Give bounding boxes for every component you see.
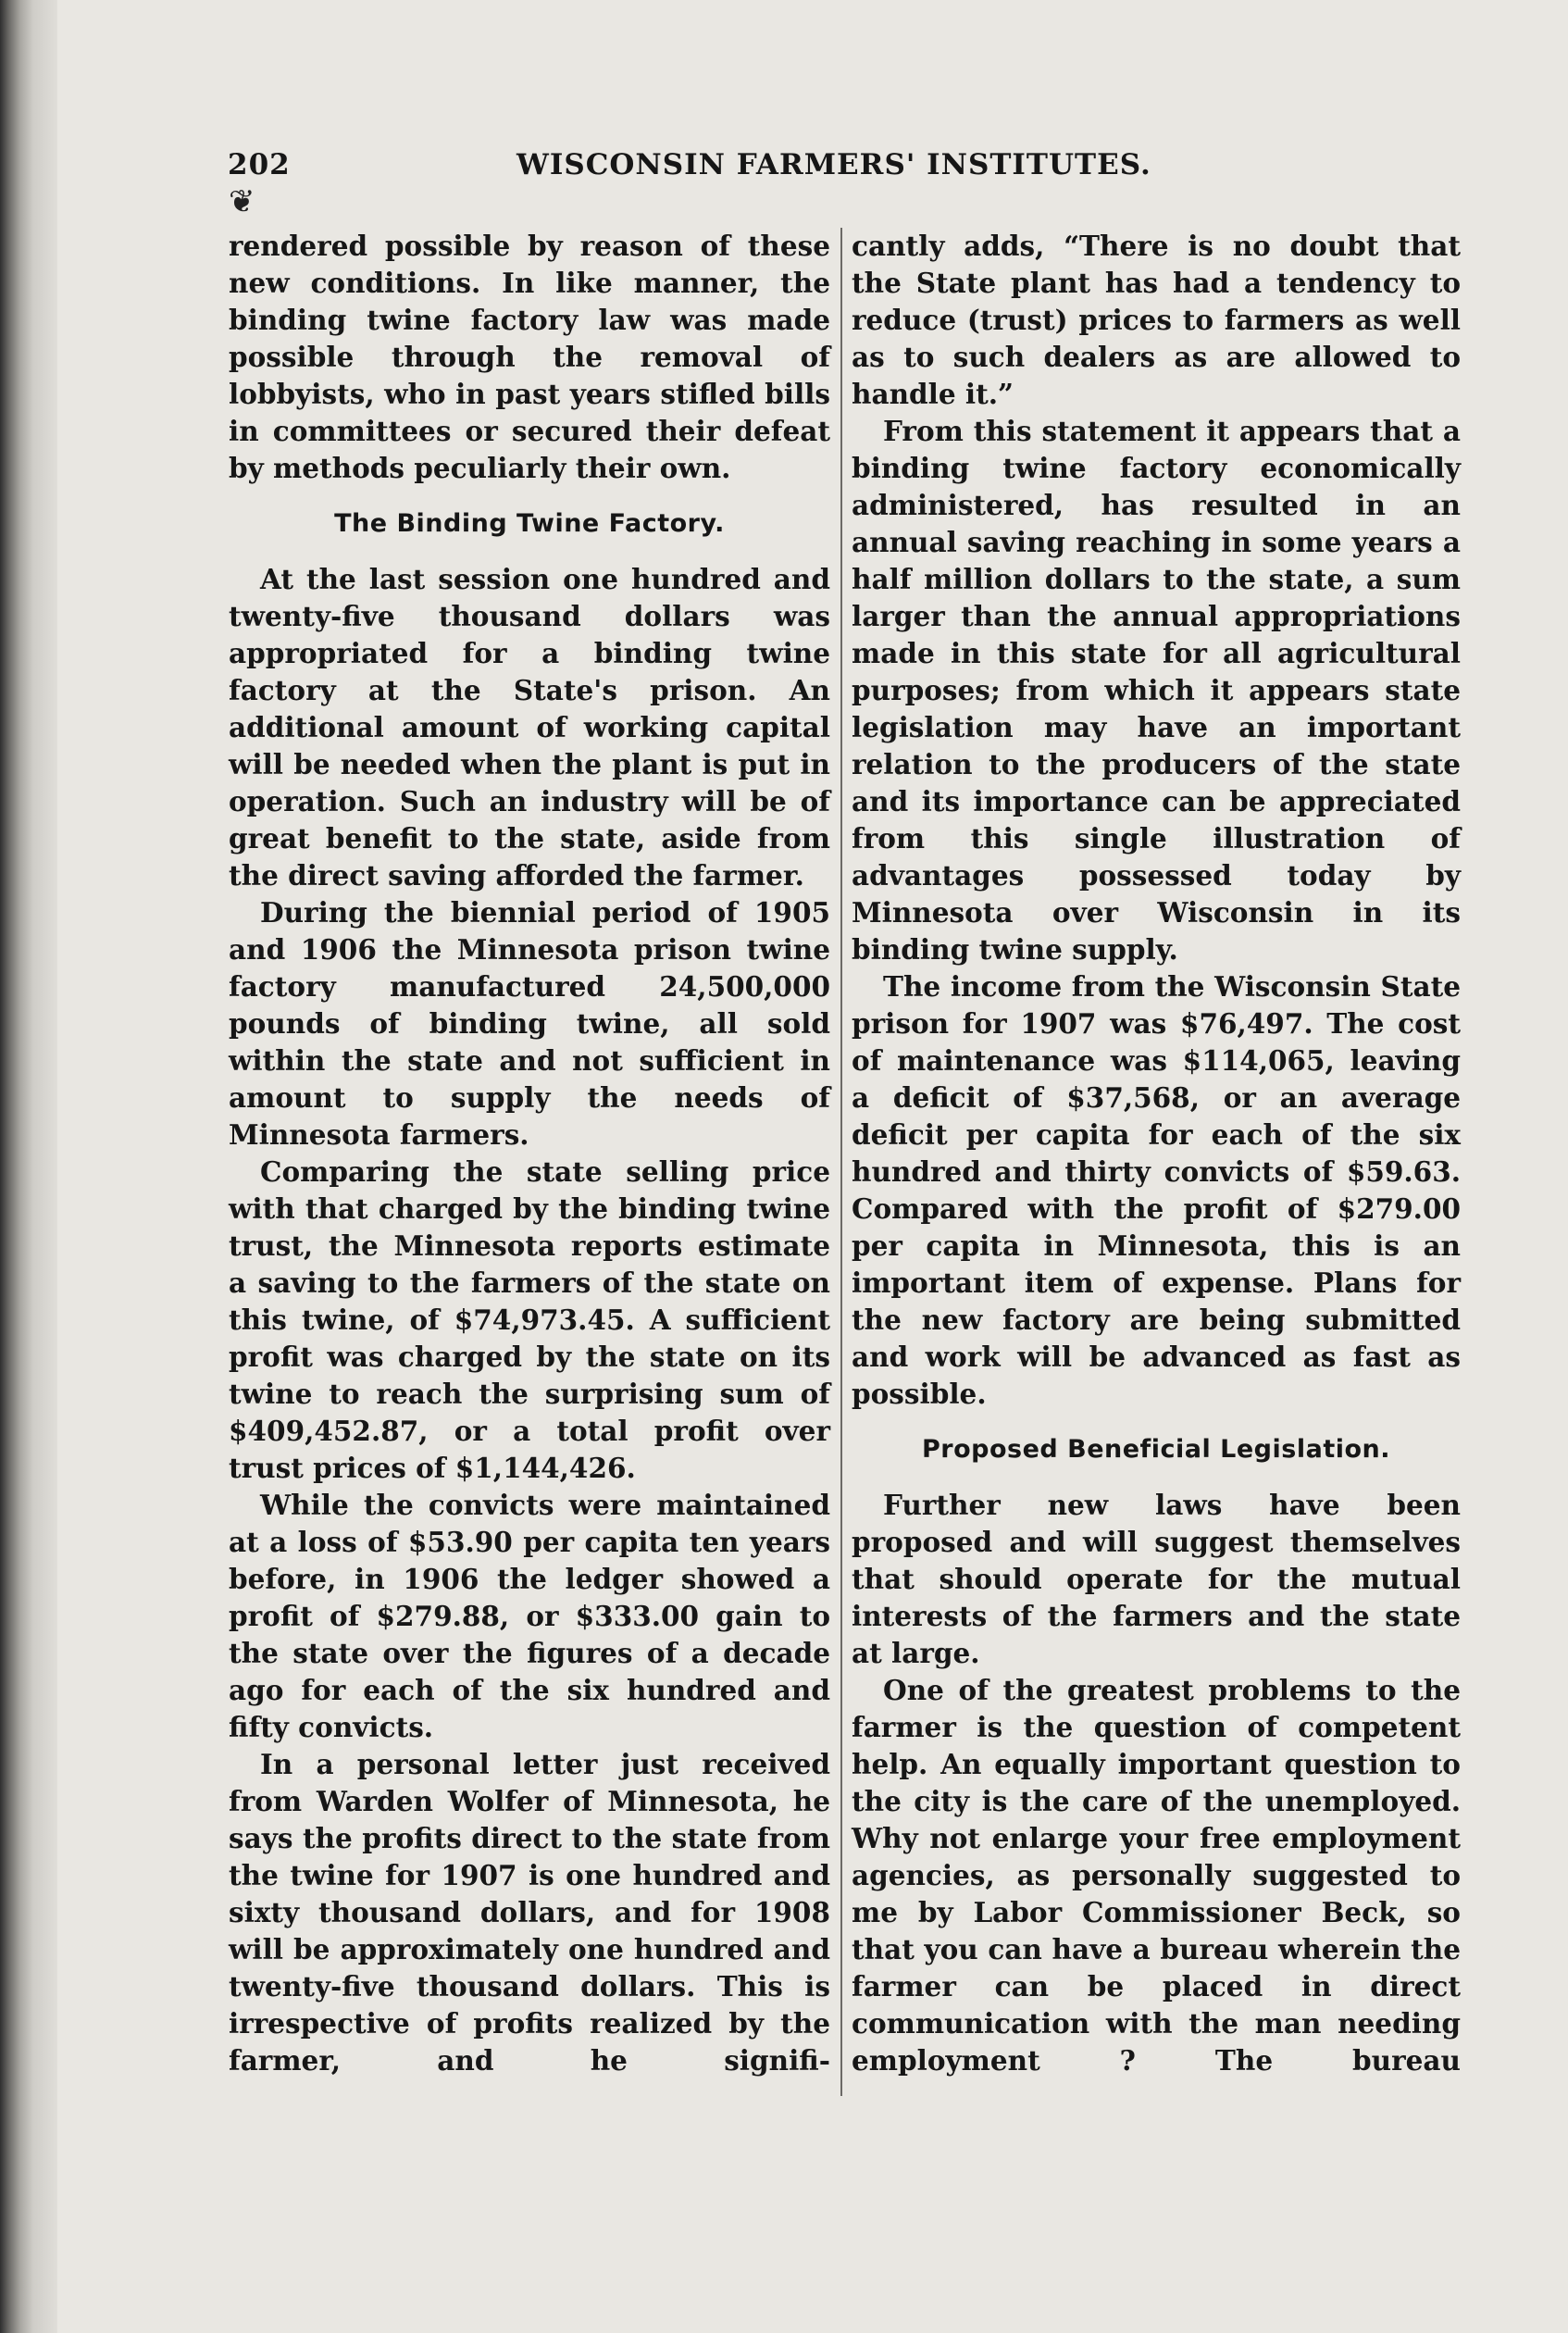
page-number: 202 [228,148,291,181]
paragraph: While the convicts were maintained at a loss of $53.90 per capita ten years before, in 1906 the ledger showed a profit of $279.88, or $333.00 gain to the state over the figures of a decade ago for each of the six hundred and fifty convicts. [229,1489,830,1743]
page-header [228,148,1163,189]
paragraph: In a personal letter just received from Warden Wolfer of Minnesota, he says the profits direct to the state from the twine for 1907 is one hundred and sixty thousand dollars, and for 1908 will be approximately one hundred and twenty-five thousand dollars. This is irrespective of profits realized by the farmer, and he signifi- [229,1748,830,2077]
paragraph: cantly adds, “There is no doubt that the State plant has had a tendency to reduce (trust) prices to farmers as well as to such dealers as are allowed to handle it.” [852,230,1461,410]
paragraph: The income from the Wisconsin State prison for 1907 was $76,497. The cost of maintenance was $114,065, leaving a deficit of $37,568, or an average deficit per capita for each of the six hundred and thirty convicts of $59.63. Compared with the profit of $279.00 per capita in Minnesota, this is an important item of expense. Plans for the new factory are being submitted and work will be advanced as fast as possible. [852,970,1461,1410]
left-column [229,228,830,2079]
paragraph: At the last session one hundred and twenty-five thousand dollars was appropriated for a binding twine factory at the State's prison. An additional amount of working capital will be needed when the plant is put in operation. Such an industry will be of great benefit to the state, aside from the direct saving afforded the farmer. [229,563,830,892]
paragraph: One of the greatest problems to the farmer is the question of competent help. An equally important question to the city is the care of the unemployed. Why not enlarge your free employment agencies, as personally suggested to me by Labor Commissioner Beck, so that you can have a bureau wherein the farmer can be placed in direct communication with the man needing employment ? The bureau [852,1674,1461,2077]
section-heading: Proposed Beneficial Legislation. [921,1435,1391,1464]
book-binding-edge [0,0,57,2333]
column-divider [840,228,842,2096]
printer-ornament-icon: ❦ [229,183,255,220]
paragraph: During the biennial period of 1905 and 1906 the Minnesota prison twine factory manufactured 24,500,000 pounds of binding twine, all sold within the state and not sufficient in amount to supply the needs of Minnesota farmers. [229,896,830,1151]
paragraph: rendered possible by reason of these new conditions. In like manner, the binding twine factory law was made possible through the removal of lobbyists, who in past years stifled bills in committees or secured their defeat by methods peculiarly their own. [229,230,830,484]
paragraph: Comparing the state selling price with that charged by the binding twine trust, the Minnesota reports estimate a saving to the farmers of the state on this twine, of $74,973.45. A sufficient profit was charged by the state on its twine to reach the surprising sum of $409,452.87, or a total profit over trust prices of $1,144,426. [229,1155,830,1484]
paragraph: Further new laws have been proposed and will suggest themselves that should operate for the mutual interests of the farmers and the state at large. [852,1489,1461,1669]
running-title: WISCONSIN FARMERS' INSTITUTES. [516,148,1151,181]
right-column [852,228,1461,2079]
paragraph: From this statement it appears that a binding twine factory economically administered, has resulted in an annual saving reaching in some years a half million dollars to the state, a sum larger than the annual appropriations made in this state for all agricultural purposes; from which it appears state legislation may have an important relation to the producers of the state and its importance can be appreciated from this single illustration of advantages possessed today by Minnesota over Wisconsin in its binding twine supply. [852,415,1461,966]
section-heading: The Binding Twine Factory. [334,509,725,538]
